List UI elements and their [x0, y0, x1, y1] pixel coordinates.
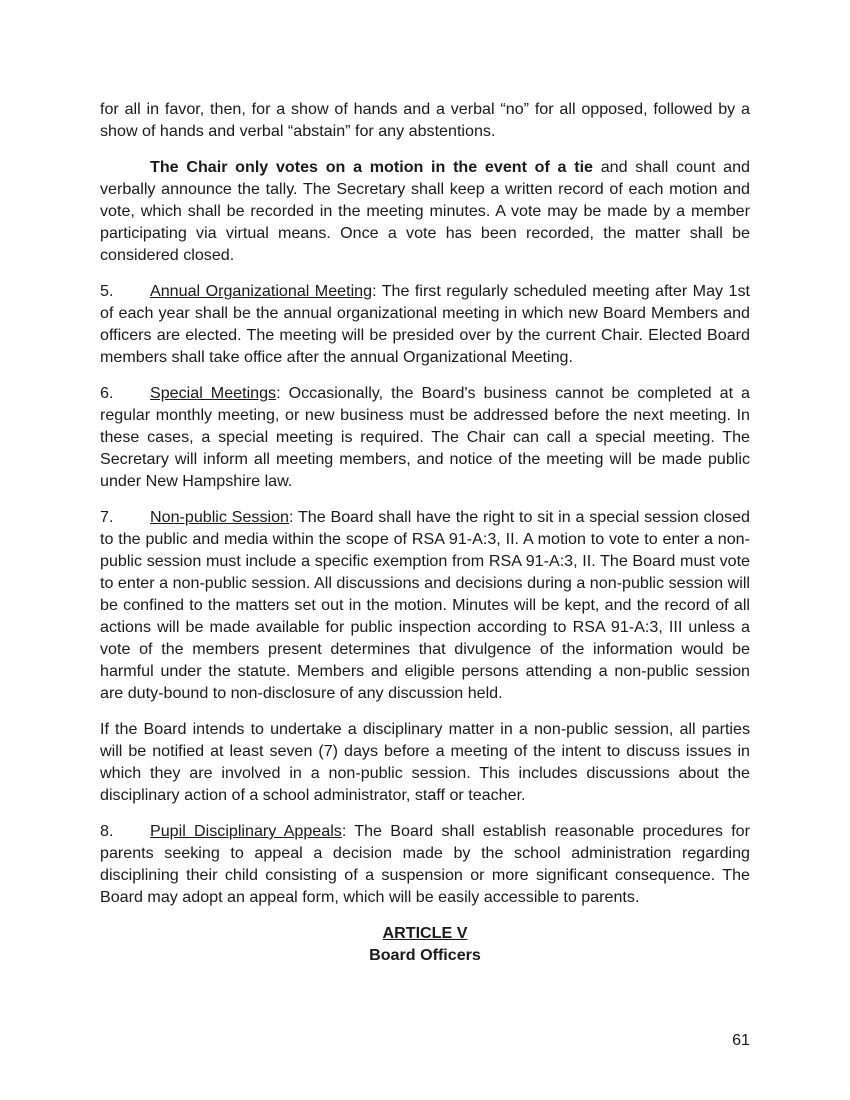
article-header [100, 922, 750, 966]
section-5-number: 5. [100, 282, 114, 300]
section-8-text: : The Board shall establish reasonable procedures for parents seeking to appeal a decision made by the school administration regarding disciplining their child consisting of a suspension or more significant consequence. The Board may adopt an appeal form, which will be easily accessible to parents. [100, 822, 750, 906]
section-7-number: 7. [100, 508, 114, 526]
chair-vote-text: and shall count and verbally announce the tally. The Secretary shall keep a written record of each motion and vote, which shall be recorded in the meeting minutes. A vote may be made by a member participating via virtual means. Once a vote has been recorded, the matter shall be considered closed. [100, 158, 750, 264]
section-6-text: : Occasionally, the Board's business cannot be completed at a regular monthly meeting, or new business must be addressed before the next meeting. In these cases, a special meeting is required. The Chair can call a special meeting. The Secretary will inform all meeting members, and notice of the meeting will be made public under New Hampshire law. [100, 384, 751, 490]
section-6-number: 6. [100, 384, 114, 402]
disciplinary-notice-paragraph: If the Board intends to undertake a disciplinary matter in a non-public session, all parties will be notified at least seven (7) days before a meeting of the intent to discuss issues in which they are involved in a non-public session. This includes discussions about the disciplinary action of a school administrator, staff or teacher. [100, 720, 750, 804]
section-8-paragraph [100, 820, 750, 908]
section-6-paragraph [100, 382, 750, 492]
section-8-title: Pupil Disciplinary Appeals [150, 822, 342, 840]
page-number: 61 [732, 1031, 750, 1049]
chair-vote-paragraph [100, 156, 750, 266]
section-8-number: 8. [100, 822, 114, 840]
section-7-text: : The Board shall have the right to sit in a special session closed to the public and media within the scope of RSA 91-A:3, II. A motion to vote to enter a non-public session must include a specific exemption from RSA 91-A:3, II. The Board must vote to enter a non-public session. All discussions and decisions during a non-public session will be confined to the matters set out in the motion. Minutes will be kept, and the record of all actions will be made available for public inspection according to RSA 91-A:3, III unless a vote of the members present determines that divulgence of the information would be harmful under the statute. Members and eligible persons attending a non-public session are duty-bound to non-disclosure of any discussion held. [100, 508, 750, 702]
section-5-text: : The first regularly scheduled meeting after May 1st of each year shall be the annual organizational meeting in which new Board Members and officers are elected. The meeting will be presided over by the current Chair. Elected Board members shall take office after the annual Organizational Meeting. [100, 282, 750, 366]
chair-vote-bold-text: The Chair only votes on a motion in the event of a tie [150, 158, 593, 176]
document-page [100, 98, 750, 966]
article-heading: ARTICLE V [382, 924, 468, 942]
section-7-paragraph [100, 506, 750, 704]
section-5-title: Annual Organizational Meeting [150, 282, 373, 300]
article-subheading: Board Officers [369, 946, 481, 964]
section-5-paragraph [100, 280, 750, 368]
section-6-title: Special Meetings [150, 384, 277, 402]
section-7-title: Non-public Session [150, 508, 289, 526]
continuation-paragraph: for all in favor, then, for a show of hands and a verbal “no” for all opposed, followed by a show of hands and verbal “abstain” for any abstentions. [100, 100, 750, 140]
